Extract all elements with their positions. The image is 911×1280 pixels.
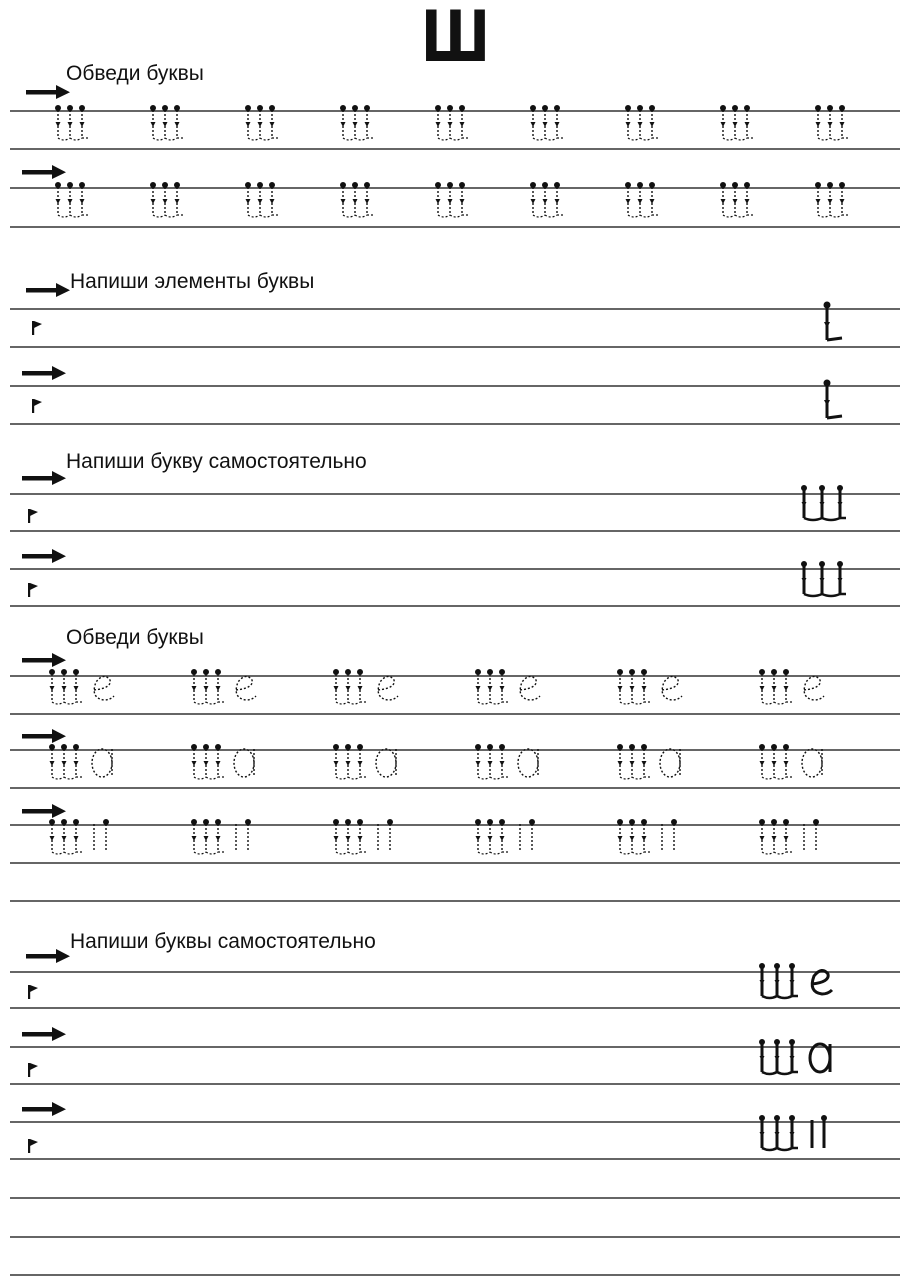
traced-syllable — [46, 818, 146, 862]
start-flag-icon — [26, 508, 40, 524]
traced-letter-sha — [432, 104, 490, 148]
sample-syllable — [756, 1114, 866, 1160]
arrow-right-icon — [22, 1026, 66, 1042]
traced-letter-sha — [812, 181, 870, 225]
arrow-right-icon — [22, 803, 66, 819]
traced-letter-sha — [147, 104, 205, 148]
traced-letter-sha — [717, 181, 775, 225]
traced-letter-sha — [812, 104, 870, 148]
traced-syllable — [46, 743, 146, 787]
traced-syllable — [756, 743, 856, 787]
traced-letter-sha — [147, 181, 205, 225]
sample-letter-element — [820, 378, 850, 428]
traced-letter-sha — [527, 104, 585, 148]
sample-letter-sha — [798, 560, 868, 606]
traced-letter-sha — [527, 181, 585, 225]
sample-letter-sha — [798, 484, 868, 530]
traced-letter-sha — [242, 104, 300, 148]
traced-letter-sha — [242, 181, 300, 225]
traced-syllable — [756, 668, 856, 712]
instruction-trace-syllables: Обведи буквы — [66, 626, 204, 649]
traced-syllable — [756, 818, 856, 862]
traced-syllable — [330, 743, 430, 787]
traced-letter-sha — [622, 104, 680, 148]
start-flag-icon — [26, 582, 40, 598]
instruction-write-syllables: Напиши буквы самостоятельно — [70, 930, 376, 953]
start-flag-icon — [30, 320, 44, 336]
traced-letter-sha — [717, 104, 775, 148]
traced-syllable — [188, 818, 288, 862]
traced-syllable — [472, 743, 572, 787]
arrow-right-icon — [22, 365, 66, 381]
start-flag-icon — [26, 984, 40, 1000]
traced-syllable — [614, 818, 714, 862]
traced-syllable — [46, 668, 146, 712]
traced-letter-sha — [52, 104, 110, 148]
sample-syllable — [756, 962, 866, 1008]
arrow-right-icon — [26, 948, 70, 964]
traced-syllable — [188, 668, 288, 712]
traced-letter-sha — [432, 181, 490, 225]
arrow-right-icon — [22, 548, 66, 564]
arrow-right-icon — [26, 84, 70, 100]
instruction-trace-letters: Обведи буквы — [66, 62, 204, 85]
traced-syllable — [472, 818, 572, 862]
sample-syllable — [756, 1038, 866, 1084]
arrow-right-icon — [22, 652, 66, 668]
traced-letter-sha — [52, 181, 110, 225]
traced-syllable — [472, 668, 572, 712]
arrow-right-icon — [22, 470, 66, 486]
traced-syllable — [614, 668, 714, 712]
arrow-right-icon — [22, 728, 66, 744]
instruction-write-elements: Напиши элементы буквы — [70, 270, 315, 293]
arrow-right-icon — [22, 164, 66, 180]
traced-syllable — [188, 743, 288, 787]
start-flag-icon — [30, 398, 44, 414]
traced-syllable — [614, 743, 714, 787]
arrow-right-icon — [22, 1101, 66, 1117]
start-flag-icon — [26, 1062, 40, 1078]
start-flag-icon — [26, 1138, 40, 1154]
traced-letter-sha — [337, 104, 395, 148]
traced-letter-sha — [337, 181, 395, 225]
arrow-right-icon — [26, 282, 70, 298]
traced-syllable — [330, 818, 430, 862]
sample-letter-element — [820, 300, 850, 350]
traced-syllable — [330, 668, 430, 712]
page-letter-heading: Ш — [420, 0, 491, 78]
instruction-write-letter: Напиши букву самостоятельно — [66, 450, 367, 473]
traced-letter-sha — [622, 181, 680, 225]
